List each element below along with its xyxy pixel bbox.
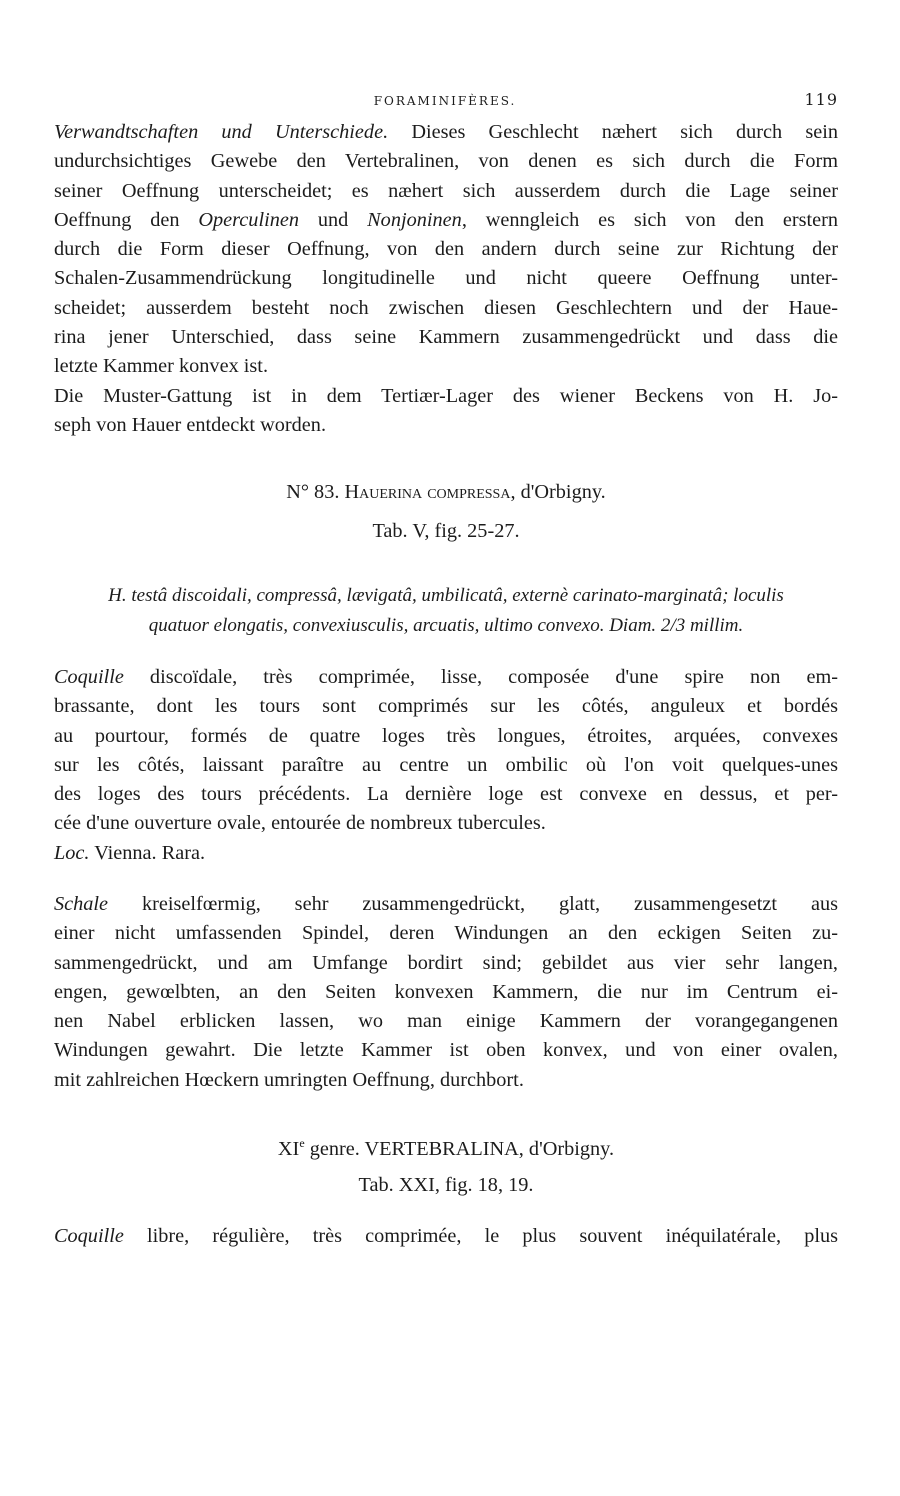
text-line: au pourtour, formés de quatre loges très longues, étroites, arquées, convexes bbox=[54, 724, 838, 747]
text-line: engen, gewœlbten, an den Seiten konvexen Kammern, die nur im Centrum ei- bbox=[54, 980, 838, 1003]
text-line: Oeffnung den Operculinen und Nonjoninen, wenngleich es sich von den erstern bbox=[54, 208, 838, 231]
text-line: undurchsichtiges Gewebe den Vertebralinen, von denen es sich durch die Form bbox=[54, 150, 838, 173]
section-lead: Coquille bbox=[54, 666, 124, 688]
text-line: Windungen gewahrt. Die letzte Kammer ist oben konvex, und von einer ovalen, bbox=[54, 1039, 838, 1062]
section-lead: Schale bbox=[54, 893, 109, 915]
species-name: Hauerina compressa bbox=[344, 481, 511, 503]
paragraph-affinities bbox=[54, 118, 838, 382]
genus-plate-reference: Tab. XXI, fig. 18, 19. bbox=[358, 1174, 534, 1196]
text-line: mit zahlreichen Hœckern umringten Oeffnung, durchbort. bbox=[54, 1068, 524, 1091]
text-line: seph von Hauer entdeckt worden. bbox=[54, 414, 327, 437]
genus-name: Operculinen bbox=[198, 208, 299, 231]
text-line: Schale kreiselfœrmig, sehr zusammengedrückt, glatt, zusammengesetzt aus bbox=[54, 893, 838, 915]
section-lead: Verwandtschaften und Unterschiede. bbox=[54, 121, 389, 143]
text-line: brassante, dont les tours sont comprimés sur les côtés, anguleux et bordés bbox=[54, 695, 838, 718]
page-number: 119 bbox=[804, 90, 838, 109]
running-title: FORAMINIFÈRES. bbox=[373, 94, 517, 108]
french-description bbox=[54, 663, 838, 868]
genus-heading: XIe genre. VERTEBRALINA, d'Orbigny. bbox=[277, 1136, 615, 1160]
text-line: sur les côtés, laissant paraître au centre un ombilic où l'on voit quelques-unes bbox=[54, 753, 838, 776]
text-line: H. testâ discoidali, compressâ, lævigatâ, umbilicatâ, externè carinato-marginatâ; loculis bbox=[108, 585, 784, 606]
locality-label: Loc. bbox=[54, 841, 90, 864]
latin-diagnosis bbox=[54, 581, 838, 641]
locality-line: Loc. Vienna. Rara. bbox=[54, 841, 206, 864]
text-line: Coquille libre, régulière, très comprimée, le plus souvent inéquilatérale, plus bbox=[54, 1225, 838, 1247]
text-line: des loges des tours précédents. La dernière loge est convexe en dessus, et per- bbox=[54, 783, 838, 806]
paragraph-type-species bbox=[54, 382, 838, 441]
text-line: einer nicht umfassenden Spindel, deren Windungen an den eckigen Seiten zu- bbox=[54, 922, 838, 945]
text-line: Coquille discoïdale, très comprimée, lisse, composée d'une spire non em- bbox=[54, 666, 838, 688]
text-line: sammengedrückt, und am Umfange bordirt sind; gebildet aus vier sehr langen, bbox=[54, 951, 838, 974]
running-head bbox=[52, 90, 838, 112]
text-line: quatuor elongatis, convexiusculis, arcuatis, ultimo convexo. Diam. 2/3 millim. bbox=[148, 615, 744, 636]
text-line: durch die Form dieser Oeffnung, von den andern durch seine zur Richtung der bbox=[54, 238, 838, 261]
text-line: letzte Kammer konvex ist. bbox=[54, 355, 269, 378]
text-line: seiner Oeffnung unterscheidet; es næhert sich ausserdem durch die Lage seiner bbox=[54, 179, 838, 202]
text-line: Die Muster-Gattung ist in dem Tertiær-Lager des wiener Beckens von H. Jo- bbox=[54, 385, 838, 407]
text-line: scheidet; ausserdem besteht noch zwischen diesen Geschlechtern und der Haue- bbox=[54, 296, 838, 319]
genus-name: Nonjoninen bbox=[367, 208, 462, 231]
text-line: nen Nabel erblicken lassen, wo man einige Kammern der vorangegangenen bbox=[54, 1010, 838, 1033]
genus-description bbox=[54, 1222, 838, 1251]
species-plate-reference: Tab. V, fig. 25-27. bbox=[372, 520, 520, 542]
text-line: Schalen-Zusammendrückung longitudinelle und nicht queere Oeffnung unter- bbox=[54, 267, 838, 290]
text-line: Verwandtschaften und Unterschiede. Dieses Geschlecht næhert sich durch sein bbox=[54, 121, 838, 143]
section-lead: Coquille bbox=[54, 1225, 124, 1247]
text-line: cée d'une ouverture ovale, entourée de nombreux tubercules. bbox=[54, 812, 546, 835]
text-line: rina jener Unterschied, dass seine Kammern zusammengedrückt und dass die bbox=[54, 326, 838, 349]
species-heading: N° 83. Hauerina compressa, d'Orbigny. bbox=[286, 481, 606, 503]
german-description bbox=[54, 890, 838, 1095]
